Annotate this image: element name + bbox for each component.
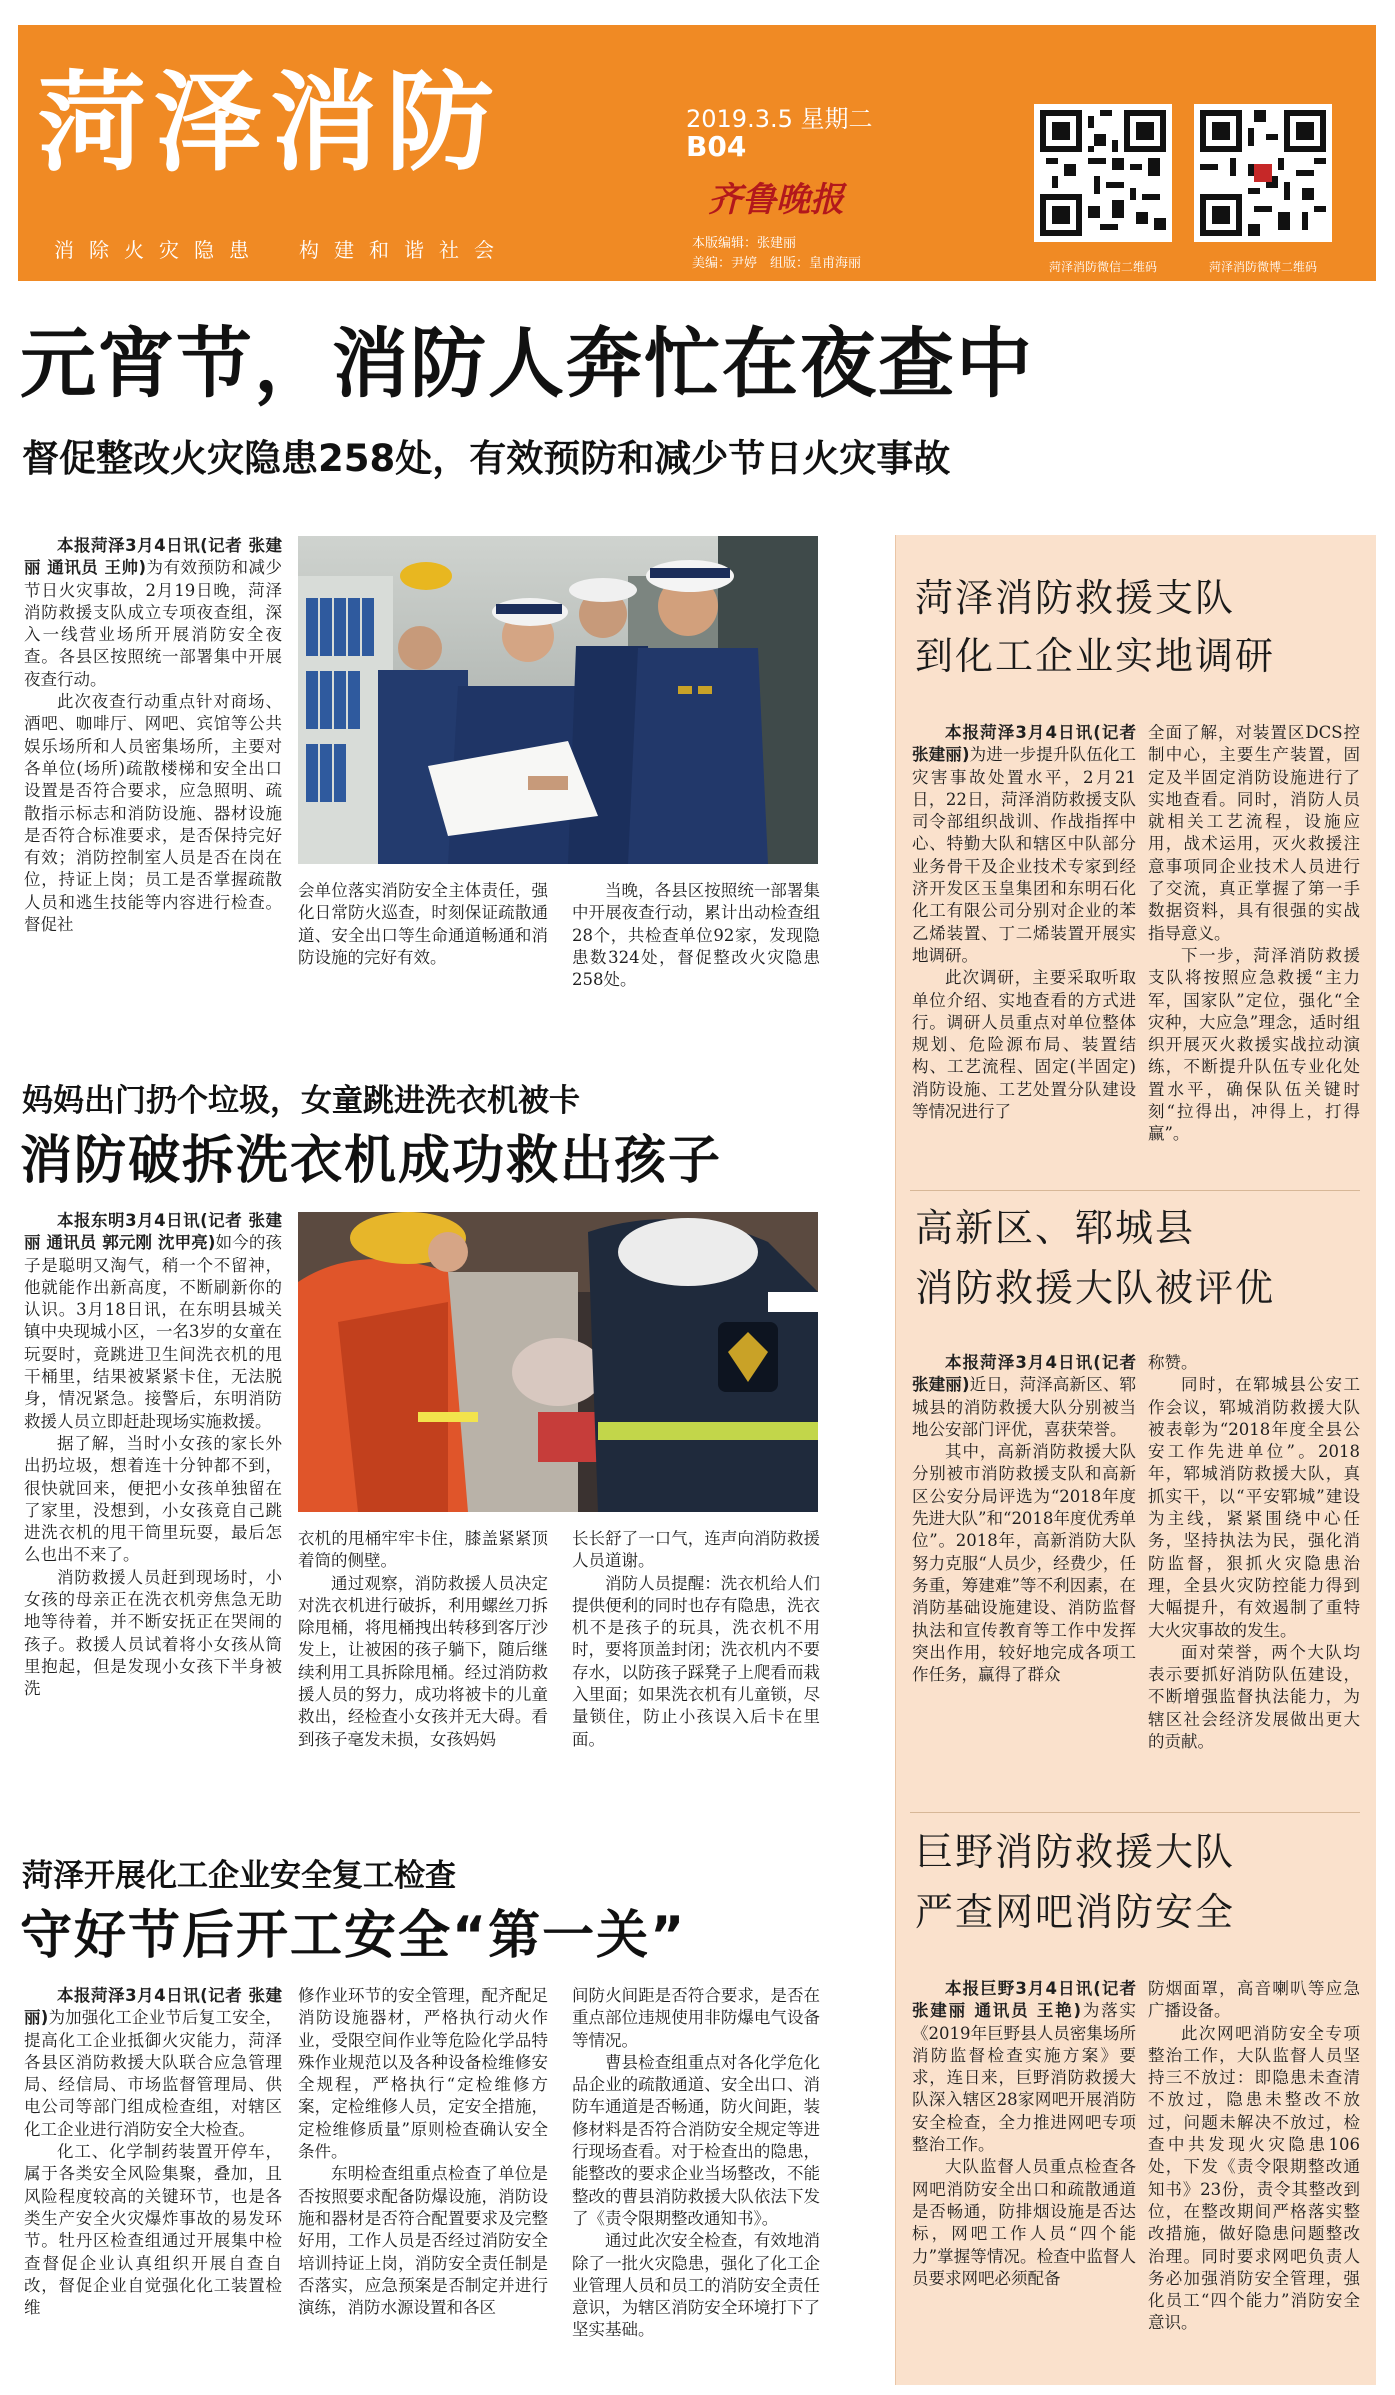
sidebar-story2-column-1 [912,1352,1136,1802]
story2-dateline: 本报东明3月4日讯(记者 张建丽 通讯员 郭元刚 沈甲亮) [24,1211,282,1253]
story2-photo[interactable] [298,1212,818,1512]
sidebar-story3-column-1 [912,1978,1136,2378]
editor-credit: 本版编辑：张建丽 [692,236,797,251]
sidebar-story1-column-1 [912,722,1136,1217]
sidebar-paragraph: 为落实《2019年巨野县人员密集场所消防监督检查实施方案》要求，连日来，巨野消防救援大队深入辖区28家网吧开展消防安全检查，全力推进网吧专项整治工作。 [912,2001,1136,2155]
sidebar-divider [910,1812,1360,1813]
sidebar-paragraph: 此次调研，主要采取听取单位介绍、实地查看的方式进行。调研人员重点对单位整体规划、危险源布局、装置结构、工艺流程、固定(半固定)消防设施、工艺处置分队建设等情况进行了 [912,968,1136,1122]
sidebar-paragraph: 全面了解，对装置区DCS控制中心，主要生产装置，固定及半固定消防设施进行了实地查看。同时，消防人员就相关工艺流程，设施应用，战术运用，灭火救援注意事项同企业技术人员进行了交流，真正掌握了第一手数据资料，具有很强的实战指导意义。 [1148,723,1360,943]
sidebar-story1-column-2 [1148,722,1360,1217]
lead-paragraph: 会单位落实消防安全主体责任，强化日常防火巡查，时刻保证疏散通道、安全出口等生命通道畅通和消防设施的完好有效。 [298,881,548,967]
sidebar-paragraph: 同时，在郓城县公安工作会议，郓城消防救援大队被表彰为“2018年度全县公安工作先进单位”。2018年，郓城消防救援大队，真抓实干，以“平安郓城”建设为主线，紧紧围绕中心任务，坚持执法为民，强化消防监督，狠抓火灾隐患治理，全县火灾防控能力得到大幅提升，有效遏制了重特大火灾事故的发生。 [1148,1375,1360,1640]
qr-icon [1200,110,1326,236]
story3-column-1 [24,1985,282,2385]
lead-photo[interactable] [298,536,818,864]
story3-headline: 守好节后开工安全“第一关” [20,1906,687,1966]
story3-paragraph: 通过此次安全检查，有效地消除了一批火灾隐患，强化了化工企业管理人员和员工的消防安全责任意识，为辖区消防安全环境打下了坚实基础。 [572,2231,820,2340]
sidebar-paragraph: 称赞。 [1148,1353,1198,1372]
lead-dateline: 本报菏泽3月4日讯(记者 张建丽 通讯员 王帅) [24,536,282,578]
story3-column-3 [572,1985,820,2385]
rescue-photo [298,1212,818,1512]
page-number: B04 [686,130,747,163]
sidebar-story2-dateline: 本报菏泽3月4日讯(记者 张建丽) [912,1353,1136,1395]
qr-caption-weibo: 菏泽消防微博二维码 [1208,260,1317,274]
sidebar-story3-title-line1: 巨野消防救援大队 [915,1830,1236,1874]
story3-paragraph: 间防火间距是否符合要求，是否在重点部位违规使用非防爆电气设备等情况。 [572,1986,820,2050]
sidebar-paragraph: 为进一步提升队伍化工灾害事故处置水平，2月21日，22日，菏泽消防救援支队司令部组织战训、作战指挥中心、特勤大队和辖区中队部分业务骨干及企业技术专家到经济开发区玉皇集团和东明石化化工有限公司分别对企业的苯乙烯装置、丁二烯装置开展实地调研。 [912,745,1136,965]
story3-column-2 [298,1985,548,2385]
story3-paragraph: 东明检查组重点检查了单位是否按照要求配备防爆设施，消防设施和器材是否符合配置要求及完整好用，工作人员是否经过消防安全培训持证上岗，消防安全责任制是否落实，应急预案是否制定并进行演练，消防水源设置和各区 [298,2164,548,2318]
sidebar-paragraph: 防烟面罩，高音喇叭等应急广播设备。 [1148,1979,1360,2021]
qr-caption-wechat: 菏泽消防微信二维码 [1048,260,1157,274]
masthead-slogan: 消除火灾隐患 构建和谐社会 [54,238,509,262]
sidebar-story1-dateline: 本报菏泽3月4日讯(记者 张建丽) [912,723,1136,765]
sidebar-paragraph: 面对荣誉，两个大队均表示要抓好消防队伍建设，不断增强监督执法能力，为辖区社会经济发展做出更大的贡献。 [1148,1642,1360,1752]
story2-column-3 [572,1528,820,1793]
lead-column-3 [572,880,820,995]
sidebar-story1-title-line1: 菏泽消防救援支队 [915,576,1236,620]
issue-date: 2019.3.5 星期二 [686,105,873,133]
story3-kicker: 菏泽开展化工企业安全复工检查 [22,1858,456,1894]
lead-paragraph: 当晚，各县区按照统一部署集中开展夜查行动，累计出动检查组28个，共检查单位92家，发现隐患数324处，督促整改火灾隐患258处。 [572,881,820,990]
story2-paragraph: 衣机的甩桶牢牢卡住，膝盖紧紧顶着筒的侧壁。 [298,1529,548,1571]
sidebar-story3-column-2 [1148,1978,1360,2378]
sidebar-paragraph: 近日，菏泽高新区、郓城县的消防救援大队分别被当地公安部门评优，喜获荣誉。 [912,1375,1136,1439]
sidebar-paragraph: 其中，高新消防救援大队分别被市消防救援支队和高新区公安分局评选为“2018年度先进大队”和“2018年度优秀单位”。2018年，高新消防大队努力克服“人员少，经费少，任务重，筹建难”等不利因素，在消防基础设施建设、消防监督执法和宣传教育等工作中发挥突出作用，较好地完成各项工作任务，赢得了群众 [912,1442,1136,1685]
lead-column-2 [298,880,548,995]
story2-column-2 [298,1528,548,1793]
story3-paragraph: 为加强化工企业节后复工安全，提高化工企业抵御火灾能力，菏泽各县区消防救援大队联合应急管理局、经信局、市场监督管理局、供电公司等部门组成检查组，对辖区化工企业进行消防安全大检查。 [24,2008,282,2139]
story2-paragraph: 长长舒了一口气，连声向消防救援人员道谢。 [572,1529,820,1571]
lead-subheadline: 督促整改火灾隐患258处，有效预防和减少节日火灾事故 [22,437,951,480]
story2-paragraph: 消防人员提醒：洗衣机给人们提供便利的同时也存有隐患，洗衣机不是孩子的玩具，洗衣机不用时，要将顶盖封闭；洗衣机内不要存水，以防孩子踩凳子上爬看而栽入里面；如果洗衣机有儿童锁，尽量锁住，防止小孩误入后卡在里面。 [572,1573,820,1749]
sidebar-paragraph: 下一步，菏泽消防救援支队将按照应急救援“主力军，国家队”定位，强化“全灾种，大应急”理念，适时组织开展灭火救援实战拉动演练，不断提升队伍专业化处置水平，确保队伍关键时刻“拉得出，冲得上，打得赢”。 [1148,945,1360,1144]
story2-paragraph: 通过观察，消防救援人员决定对洗衣机进行破拆，利用螺丝刀拆除甩桶，将甩桶拽出转移到客厅沙发上，让被困的孩子躺下，随后继续利用工具拆除甩桶。经过消防救援人员的努力，成功将被卡的儿童救出，经检查小女孩并无大碍。看到孩子毫发未损，女孩妈妈 [298,1573,548,1749]
story3-dateline: 本报菏泽3月4日讯(记者 张建丽) [24,1986,282,2028]
sidebar-divider [910,1190,1360,1191]
story3-paragraph: 曹县检查组重点对各化学危化品企业的疏散通道、安全出口、消防车通道是否畅通，防火间距，装修材料是否符合消防安全规定等进行现场查看。对于检查出的隐患，能整改的要求企业当场整改，不能整改的曹县消防救援大队依法下发了《责令限期整改通知书》。 [572,2052,820,2228]
qr-code-weibo[interactable] [1194,104,1332,242]
story2-paragraph: 如今的孩子是聪明又淘气，稍一个不留神，他就能作出新高度，不断刷新你的认识。3月18日讯，在东明县城关镇中央现城小区，一名3岁的女童在玩耍时，竟跳进卫生间洗衣机的甩干桶里，结果被紧紧卡住，无法脱身，情况紧急。接警后，东明消防救援人员立即赶赴现场实施救援。 [24,1233,282,1431]
story2-headline: 消防破拆洗衣机成功救出孩子 [20,1131,723,1191]
story3-paragraph: 化工、化学制药装置开停车，属于各类安全风险集聚，叠加，且风险程度较高的关键环节，也是各类生产安全火灾爆炸事故的易发环节。牡丹区检查组通过开展集中检查督促企业认真组织开展自查自改，督促企业自觉强化化工装置检维 [24,2142,282,2318]
masthead-title: 菏泽消防 [38,61,503,186]
story2-column-1 [24,1210,282,1790]
qr-icon [1040,110,1166,236]
sidebar-story3-dateline: 本报巨野3月4日讯(记者 张建丽 通讯员 王艳) [912,1979,1136,2021]
qr-code-wechat[interactable] [1034,104,1172,242]
lead-column-1 [24,535,282,995]
story3-paragraph: 修作业环节的安全管理，配齐配足消防设施器材，严格执行动火作业，受限空间作业等危险化学品特殊作业规范以及各种设备检维修安全规程，严格执行“定检维修方案，定检维修人员，定安全措施，定检维修质量”原则检查确认安全条件。 [298,1986,548,2162]
sidebar-paragraph: 大队监督人员重点检查各网吧消防安全出口和疏散通道是否畅通，防排烟设施是否达标，网吧工作人员“四个能力”掌握等情况。检查中监督人员要求网吧必须配备 [912,2157,1136,2288]
sidebar-story1-title-line2: 到化工企业实地调研 [915,634,1276,678]
sidebar-paragraph: 此次网吧消防安全专项整治工作，大队监督人员坚持三不放过：即隐患未查清不放过，隐患未整改不放过，问题未解决不放过，检查中共发现火灾隐患106处，下发《责令限期整改通知书》23份，责令其整改到位，在整改期间严格落实整改措施，做好隐患问题整改治理。同时要求网吧负责人务必加强消防安全管理，强化员工“四个能力”消防安全意识。 [1148,2023,1360,2333]
story2-paragraph: 据了解，当时小女孩的家长外出扔垃圾，想着连十分钟都不到，很快就回来，便把小女孩单独留在了家里，没想到，小女孩竟自己跳进洗衣机的甩干筒里玩耍，最后怎么也出不来了。 [24,1433,282,1565]
lead-paragraph: 此次夜查行动重点针对商场、酒吧、咖啡厅、网吧、宾馆等公共娱乐场所和人员密集场所，主要对各单位(场所)疏散楼梯和安全出口设置是否符合要求，应急照明、疏散指示标志和消防设施、器材设施是否符合标准要求，是否保持完好有效；消防控制室人员是否在岗在位，持证上岗；员工是否掌握疏散人员和逃生技能等内容进行检查。督促社 [24,692,282,935]
sidebar-story2-title-line2: 消防救援大队被评优 [915,1266,1276,1310]
sidebar-story2-column-2 [1148,1352,1360,1802]
sidebar-story3-title-line2: 严查网吧消防安全 [915,1890,1236,1934]
lead-paragraph: 为有效预防和减少节日火灾事故，2月19日晚，菏泽消防救援支队成立专项夜查组，深入一线营业场所开展消防安全夜查。各县区按照统一部署集中开展夜查行动。 [24,558,282,689]
firefighters-inspection-photo [298,536,818,864]
lead-headline: 元宵节，消防人奔忙在夜查中 [20,319,1034,408]
newspaper-brand: 齐鲁晚报 [708,180,844,220]
story2-paragraph: 消防救援人员赶到现场时，小女孩的母亲正在洗衣机旁焦急无助地等待着，并不断安抚正在哭闹的孩子。救援人员试着将小女孩从筒里抱起，但是发现小女孩下半身被洗 [24,1567,282,1699]
story2-kicker: 妈妈出门扔个垃圾，女童跳进洗衣机被卡 [22,1083,580,1119]
design-credit: 美编：尹婷 组版：皇甫海丽 [692,256,862,271]
sidebar-story2-title-line1: 高新区、郓城县 [915,1206,1196,1250]
